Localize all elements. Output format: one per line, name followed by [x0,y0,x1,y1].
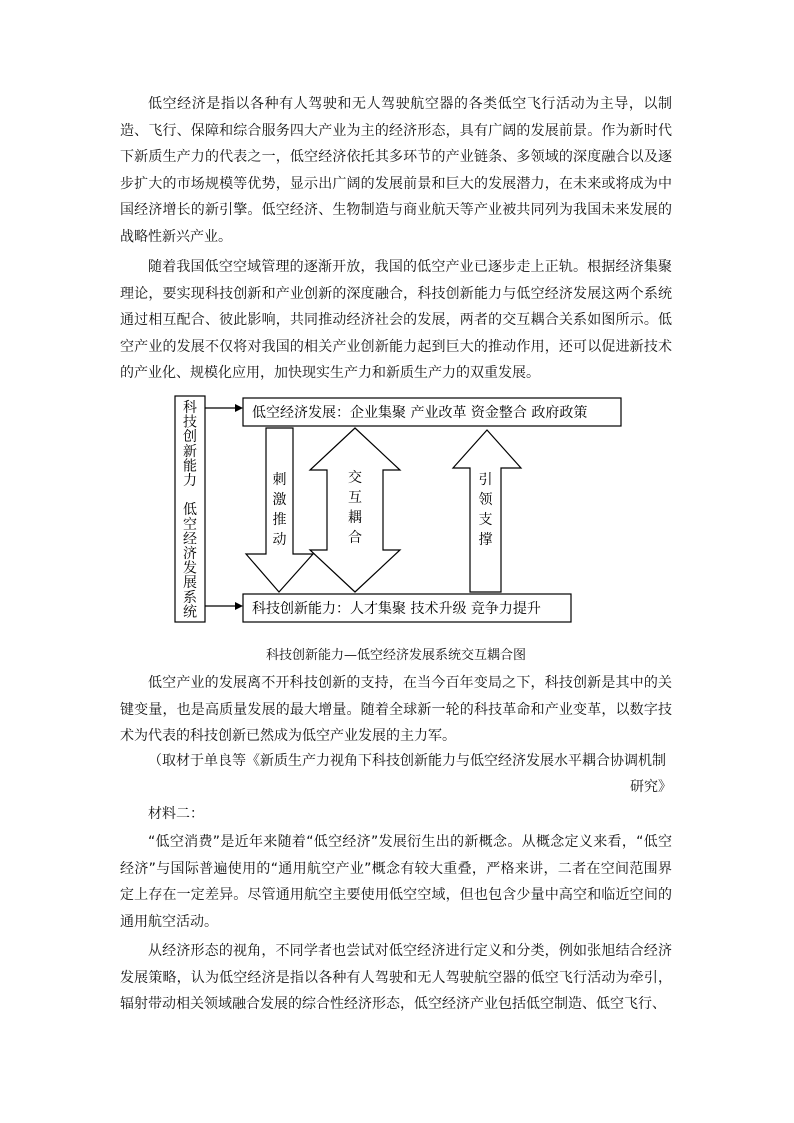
left-box-char: 空 [183,516,197,533]
double-arrow-label-char: 交 [348,470,362,486]
left-box-char: 展 [183,575,197,592]
down-arrow-label-char: 激 [272,492,287,508]
coupling-diagram [150,392,650,632]
up-arrow-label-char: 撑 [478,532,493,548]
up-arrow-label-char: 领 [478,492,493,508]
up-arrow-label-char: 支 [478,512,493,528]
left-box-char: 经 [183,531,197,548]
paragraph-3: 低空产业的发展离不开科技创新的支持，在当今百年变局之下，科技创新是其中的关键变量，也是高质量发展的最大增量。随着全球新一轮的科技革命和产业变革，以数字技术为代表的科技创新已然成为低空产业发展的主力军。 [120,675,672,744]
left-box-char: 新 [183,443,197,460]
paragraph-5: 从经济形态的视角，不同学者也尝试对低空经济进行定义和分类，例如张旭结合经济发展策略，认为低空经济是指以各种有人驾驶和无人驾驶航空器的低空飞行活动为牵引，辐射带动相关领域融合发展的综合性经济形态，低空经济产业包括低空制造、低空飞行、 [120,943,672,1012]
left-box-char: 技 [183,414,197,431]
double-arrow-label-char: 耦 [348,510,362,526]
double-arrow-label-char: 合 [348,530,362,546]
bottom-box-text: 科技创新能力：人才集聚 技术升级 竞争力提升 [252,601,541,617]
up-arrow-label-char: 引 [478,472,493,488]
left-box-char: 科 [183,400,197,416]
paragraph-2: 随着我国低空空域管理的逐渐开放，我国的低空产业已逐步走上正轨。根据经济集聚理论，要实现科技创新和产业创新的深度融合，科技创新能力与低空经济发展这两个系统通过相互配合、彼此影响，共同推动经济社会的发展，两者的交互耦合关系如图所示。低空产业的发展不仅将对我国的相关产业创新能力起到巨大的推动作用，还可以促进新技术的产业化、规模化应用，加快现实生产力和新质生产力的双重发展。 [120,259,672,381]
left-box-char: 能 [183,458,197,475]
paragraph-4: “低空消费”是近年来随着“低空经济”发展衍生出的新概念。从概念定义来看，“低空经济”与国际普遍使用的“通用航空产业”概念有较大重叠，严格来讲，二者在空间范围界定上存在一定差异。尽管通用航空主要使用低空空域，但也包含少量中高空和临近空间的通用航空活动。 [120,834,672,930]
left-box-char: 低 [183,502,197,519]
left-box-char: 统 [183,604,197,621]
left-box-char: 力 [183,473,197,489]
source-citation-line2: 研究》 [630,779,672,795]
material-label: 材料二： [148,806,204,822]
double-arrow-label-char: 互 [348,490,362,506]
source-citation-line1: （取材于单良等《新质生产力视角下科技创新能力与低空经济发展水平耦合协调机制 [148,753,666,769]
down-arrow-label-char: 动 [272,532,287,548]
down-arrow-label-char: 刺 [272,472,287,488]
left-box-char: 济 [183,546,197,562]
figure-caption: 科技创新能力—低空经济发展系统交互耦合图 [265,648,526,663]
left-box-char: 系 [183,589,197,606]
top-box-text: 低空经济发展：企业集聚 产业改革 资金整合 政府政策 [252,405,588,421]
paragraph-1: 低空经济是指以各种有人驾驶和无人驾驶航空器的各类低空飞行活动为主导，以制造、飞行、保障和综合服务四大产业为主的经济形态，具有广阔的发展前景。作为新时代下新质生产力的代表之一，低空经济依托其多环节的产业链条、多领域的深度融合以及逐步扩大的市场规模等优势，显示出广阔的发展前景和巨大的发展潜力，在未来或将成为中国经济增长的新引擎。低空经济、生物制造与商业航天等产业被共同列为我国未来发展的战略性新兴产业。 [120,96,672,245]
connector-bottom-arrowhead-icon [235,602,243,610]
left-box-char: 发 [183,560,197,577]
down-arrow-icon [246,428,313,592]
connector-top-arrowhead-icon [235,404,243,412]
down-arrow-label-char: 推 [272,512,287,528]
up-arrow-icon [453,430,521,592]
left-box-char: 创 [183,429,197,446]
